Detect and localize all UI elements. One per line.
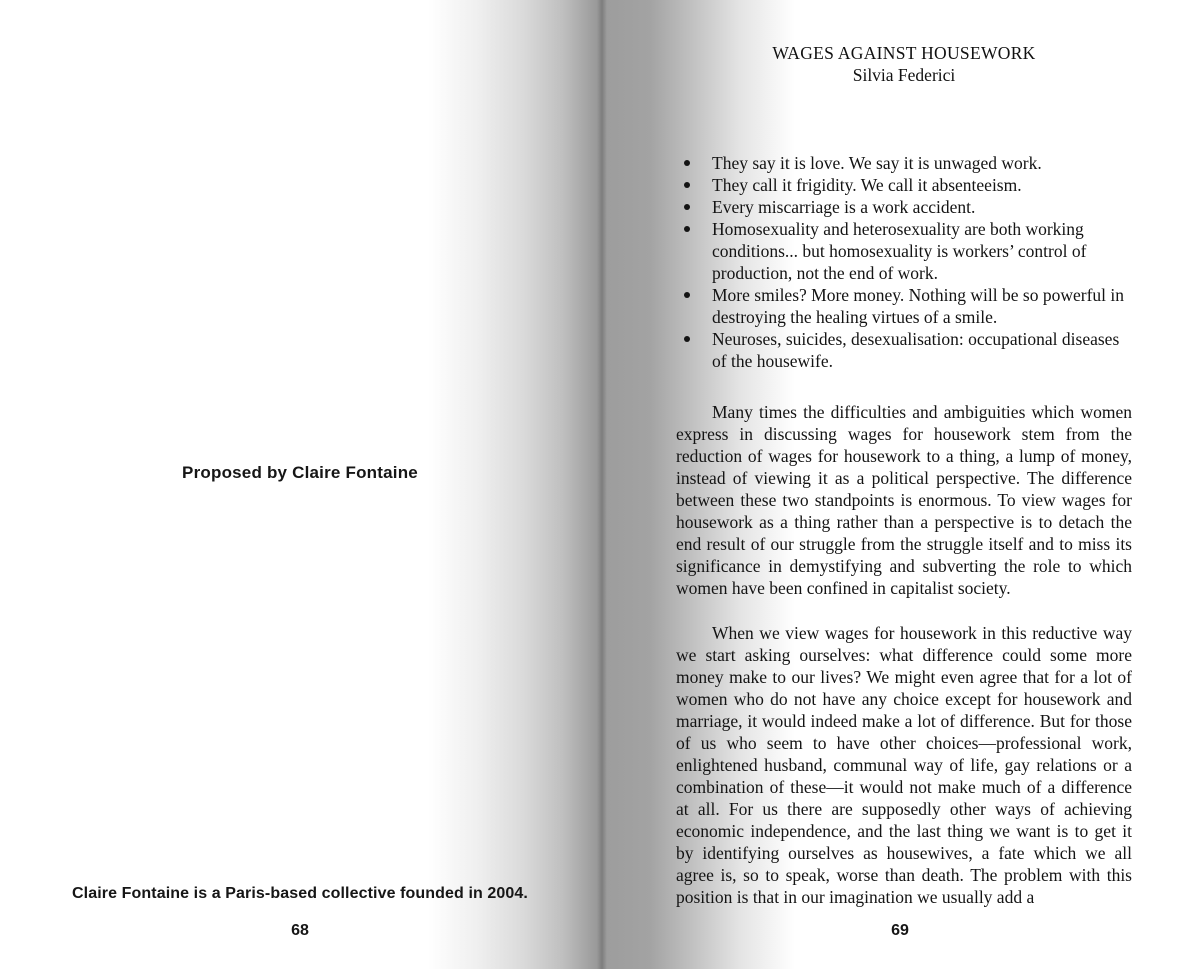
page-number-left: 68 xyxy=(291,922,309,939)
slogan-list xyxy=(676,152,1132,372)
bullet-item xyxy=(676,174,1132,196)
bullet-text: Homosexuality and heterosexuality are both working conditions... but homosexuality is workers’ control of production, not the end of work. xyxy=(712,219,1087,283)
bullet-icon xyxy=(684,160,690,166)
body-paragraph: When we view wages for housework in this reductive way we start asking ourselves: what difference could some more money make to our lives? We might even agree that for a lot of women who do not have any choice except for housework and marriage, it would indeed make a lot of difference. But for those of us who seem to have other choices—professional work, enlightened husband, communal way of life, gay relations or a combination of these—it would not make much of a difference at all. For us there are supposedly other ways of achieving economic independence, and the last thing we want is to get it by identifying ourselves as housewives, a fate which we all agree is, so to speak, worse than death. The problem with this position is that in our imagination we usually add a xyxy=(676,623,1132,907)
bullet-icon xyxy=(684,182,690,188)
bullet-icon xyxy=(684,292,690,298)
bullet-icon xyxy=(684,204,690,210)
bullet-text: They say it is love. We say it is unwaged work. xyxy=(712,153,1042,173)
bullet-text: Every miscarriage is a work accident. xyxy=(712,197,976,217)
bullet-item xyxy=(676,328,1132,372)
essay-title: WAGES AGAINST HOUSEWORK xyxy=(772,43,1036,63)
page-number-right: 69 xyxy=(891,922,909,939)
text-column xyxy=(676,0,1132,908)
title-block xyxy=(676,0,1132,86)
bullet-icon xyxy=(684,336,690,342)
bullet-text: More smiles? More money. Nothing will be so powerful in destroying the healing virtues of a smile. xyxy=(712,285,1124,327)
page-right xyxy=(600,0,1200,969)
collective-note: Claire Fontaine is a Paris-based collective founded in 2004. xyxy=(72,885,528,902)
bullet-text: They call it frigidity. We call it absenteeism. xyxy=(712,175,1022,195)
bullet-item xyxy=(676,284,1132,328)
body-paragraph: Many times the difficulties and ambiguities which women express in discussing wages for housework stem from the reduction of wages for housework to a thing, a lump of money, instead of viewing it as a political perspective. The difference between these two standpoints is enormous. To view wages for housework as a thing rather than a perspective is to detach the end result of our struggle from the struggle itself and to miss its significance in demystifying and subverting the role to which women have been confined in capitalist society. xyxy=(676,402,1132,598)
bullet-icon xyxy=(684,226,690,232)
bullet-text: Neuroses, suicides, desexualisation: occupational diseases of the housewife. xyxy=(712,329,1120,371)
bullet-item xyxy=(676,152,1132,174)
bullet-item xyxy=(676,196,1132,218)
proposed-by-line: Proposed by Claire Fontaine xyxy=(182,463,418,482)
essay-author: Silvia Federici xyxy=(852,65,956,85)
bullet-item xyxy=(676,218,1132,284)
